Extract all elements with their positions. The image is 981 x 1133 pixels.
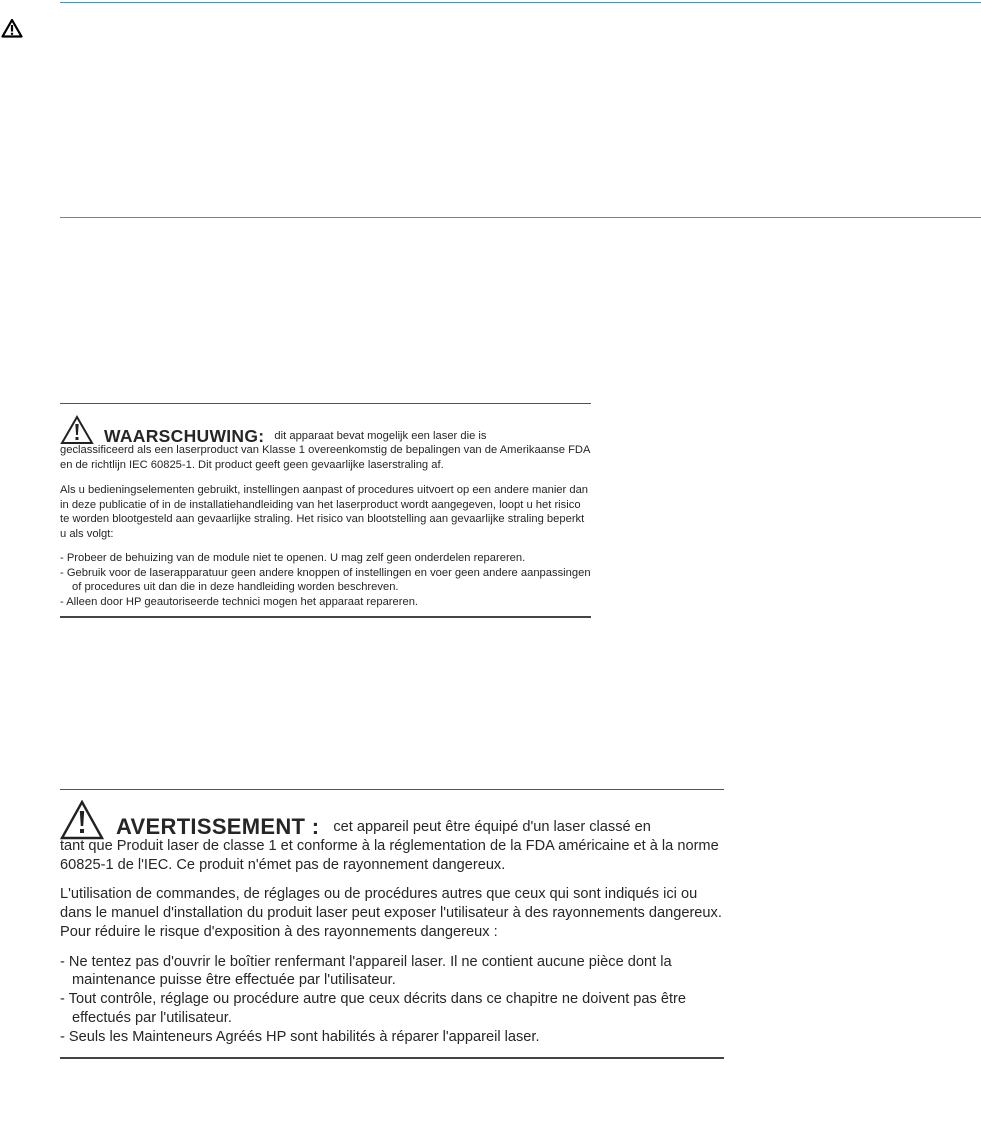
notice-paragraph: Als u bedieningselementen gebruikt, instellingen aanpast of procedures uitvoert op een andere manier dan in deze publicatie of in de installatiehandleiding van het laserproduct wordt aangegeven, loopt u het risico te worden blootgesteld aan gevaarlijke straling. Het risico van blootstelling aan gevaarlijke straling beperkt u als volgt:: [60, 484, 589, 540]
notice-bottom-rule: [60, 616, 591, 618]
notice-intro: tant que Produit laser de classe 1 et conforme à la réglementation de la FDA américaine et à la norme 60825-1 de l'IEC. Ce produit n'émet pas de rayonnement dangereux.: [60, 838, 719, 873]
list-item: - Probeer de behuizing van de module niet te openen. U mag zelf geen onderdelen repareren.: [60, 551, 591, 566]
notice-intro: geclassificeerd als een laserproduct van Klasse 1 overeenkomstig de bepalingen van de Amerikaanse FDA en de richtlijn IEC 60825-1. Dit product geeft geen gevaarlijke laserstraling af.: [60, 444, 590, 471]
list-item: - Gebruik voor de laserapparatuur geen andere knoppen of instellingen en voer geen andere aanpassingen of procedures uit dan die in deze handleiding worden beschreven.: [60, 566, 591, 595]
warning-triangle-icon: [60, 415, 94, 445]
warning-notice-french: [60, 789, 724, 1059]
notice-bottom-rule: [60, 1057, 724, 1059]
notice-top-rule: [60, 403, 591, 404]
warning-triangle-icon: [1, 18, 23, 38]
top-divider: [60, 2, 981, 3]
warning-triangle-icon: [60, 800, 104, 840]
notice-title: WAARSCHUWING:: [104, 425, 265, 446]
notice-title: AVERTISSEMENT :: [116, 814, 320, 840]
notice-top-rule: [60, 789, 724, 790]
notice-heading: [60, 800, 724, 840]
warning-notice-dutch: [60, 403, 591, 618]
notice-list: [60, 551, 591, 609]
notice-list: [60, 953, 724, 1048]
notice-intro-first-line: dit apparaat bevat mogelijk een laser die is: [274, 429, 487, 442]
list-item: - Tout contrôle, réglage ou procédure autre que ceux décrits dans ce chapitre ne doivent pas être effectués par l'utilisateur.: [60, 990, 724, 1028]
list-item: - Alleen door HP geautoriseerde technici mogen het apparaat repareren.: [60, 595, 591, 610]
list-item: - Ne tentez pas d'ouvrir le boîtier renfermant l'appareil laser. Il ne contient aucune pièce dont la maintenance puisse être effectuée par l'utilisateur.: [60, 953, 724, 991]
notice-paragraph: L'utilisation de commandes, de réglages ou de procédures autres que ceux qui sont indiqués ici ou dans le manuel d'installation du produit laser peut exposer l'utilisateur à des rayonnements dangereux. Pour réduire le risque d'exposition à des rayonnements dangereux :: [60, 885, 722, 940]
list-item: - Seuls les Mainteneurs Agréés HP sont habilités à réparer l'appareil laser.: [60, 1028, 724, 1047]
notice-intro-first-line: cet appareil peut être équipé d'un laser classé en: [333, 819, 651, 836]
notice-heading: [60, 415, 591, 446]
section-divider: [60, 217, 981, 218]
